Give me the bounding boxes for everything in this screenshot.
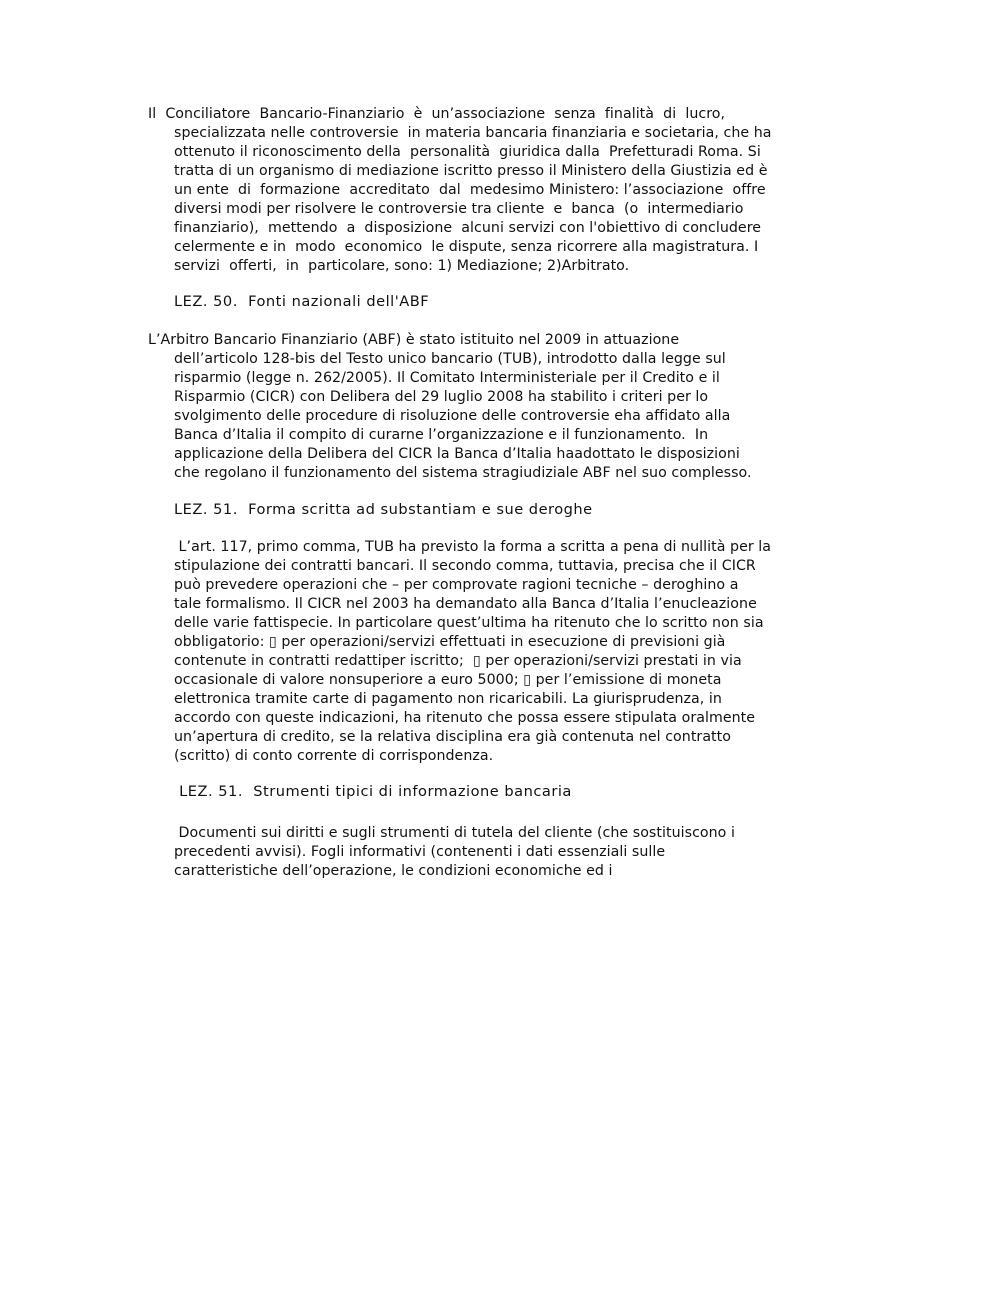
text-line: Banca d’Italia il compito di curarne l’organizzazione e il funzionamento. In bbox=[174, 427, 709, 443]
text-line: un’apertura di credito, se la relativa disciplina era già contenuta nel contratto bbox=[174, 729, 732, 745]
text-line: elettronica tramite carte di pagamento non ricaricabili. La giurisprudenza, in bbox=[174, 691, 722, 707]
text-line: contenute in contratti redattiper iscritto; ▯ per operazioni/servizi prestati in via bbox=[174, 653, 742, 669]
text-line: un ente di formazione accreditato dal medesimo Ministero: l’associazione offre bbox=[174, 182, 766, 198]
text-line: obbligatorio: ▯ per operazioni/servizi effettuati in esecuzione di previsioni già bbox=[174, 634, 726, 650]
text-line: L’art. 117, primo comma, TUB ha previsto la forma a scritta a pena di nullità per la bbox=[174, 539, 772, 555]
text-line: tale formalismo. Il CICR nel 2003 ha demandato alla Banca d’Italia l’enucleazione bbox=[174, 596, 757, 612]
text-line: caratteristiche dell’operazione, le condizioni economiche ed i bbox=[174, 863, 613, 879]
text-line: delle varie fattispecie. In particolare quest’ultima ha ritenuto che lo scritto non sia bbox=[174, 615, 764, 631]
text-line: occasionale di valore nonsuperiore a euro 5000; ▯ per l’emissione di moneta bbox=[174, 672, 722, 688]
text-line: diversi modi per risolvere le controversie tra cliente e banca (o intermediario bbox=[174, 201, 744, 217]
text-line: ottenuto il riconoscimento della personalità giuridica dalla Prefetturadi Roma. Si bbox=[174, 144, 761, 160]
text-line: Documenti sui diritti e sugli strumenti di tutela del cliente (che sostituiscono i bbox=[174, 825, 735, 841]
text-line: stipulazione dei contratti bancari. Il secondo comma, tuttavia, precisa che il CICR bbox=[174, 558, 756, 574]
text-line: applicazione della Delibera del CICR la Banca d’Italia haadottato le disposizioni bbox=[174, 446, 740, 462]
text-line: finanziario), mettendo a disposizione alcuni servizi con l'obiettivo di concludere bbox=[174, 220, 762, 236]
text-line: L’Arbitro Bancario Finanziario (ABF) è stato istituito nel 2009 in attuazione bbox=[148, 332, 680, 348]
text-line: dell’articolo 128-bis del Testo unico bancario (TUB), introdotto dalla legge sul bbox=[174, 351, 726, 367]
text-line: che regolano il funzionamento del sistema stragiudiziale ABF nel suo complesso. bbox=[174, 465, 752, 481]
text-line: (scritto) di conto corrente di corrispondenza. bbox=[174, 748, 494, 764]
section-heading-lez-51-forma: LEZ. 51. Forma scritta ad substantiam e sue deroghe bbox=[174, 501, 593, 518]
text-line: Risparmio (CICR) con Delibera del 29 luglio 2008 ha stabilito i criteri per lo bbox=[174, 389, 709, 405]
text-line: svolgimento delle procedure di risoluzione delle controversie eha affidato alla bbox=[174, 408, 731, 424]
text-line: tratta di un organismo di mediazione iscritto presso il Ministero della Giustizia ed è bbox=[174, 163, 768, 179]
section-heading-lez-51-strumenti: LEZ. 51. Strumenti tipici di informazione bancaria bbox=[174, 783, 572, 800]
text-line: Il Conciliatore Bancario-Finanziario è un’associazione senza finalità di lucro, bbox=[148, 106, 726, 122]
section-heading-lez-50: LEZ. 50. Fonti nazionali dell'ABF bbox=[174, 293, 430, 310]
text-line: servizi offerti, in particolare, sono: 1) Mediazione; 2)Arbitrato. bbox=[174, 258, 630, 274]
text-line: risparmio (legge n. 262/2005). Il Comitato Interministeriale per il Credito e il bbox=[174, 370, 720, 386]
text-line: accordo con queste indicazioni, ha ritenuto che possa essere stipulata oralmente bbox=[174, 710, 756, 726]
text-line: può prevedere operazioni che – per comprovate ragioni tecniche – deroghino a bbox=[174, 577, 739, 593]
text-line: celermente e in modo economico le dispute, senza ricorrere alla magistratura. I bbox=[174, 239, 759, 255]
text-line: specializzata nelle controversie in materia bancaria finanziaria e societaria, che ha bbox=[174, 125, 772, 141]
text-line: precedenti avvisi). Fogli informativi (contenenti i dati essenziali sulle bbox=[174, 844, 666, 860]
